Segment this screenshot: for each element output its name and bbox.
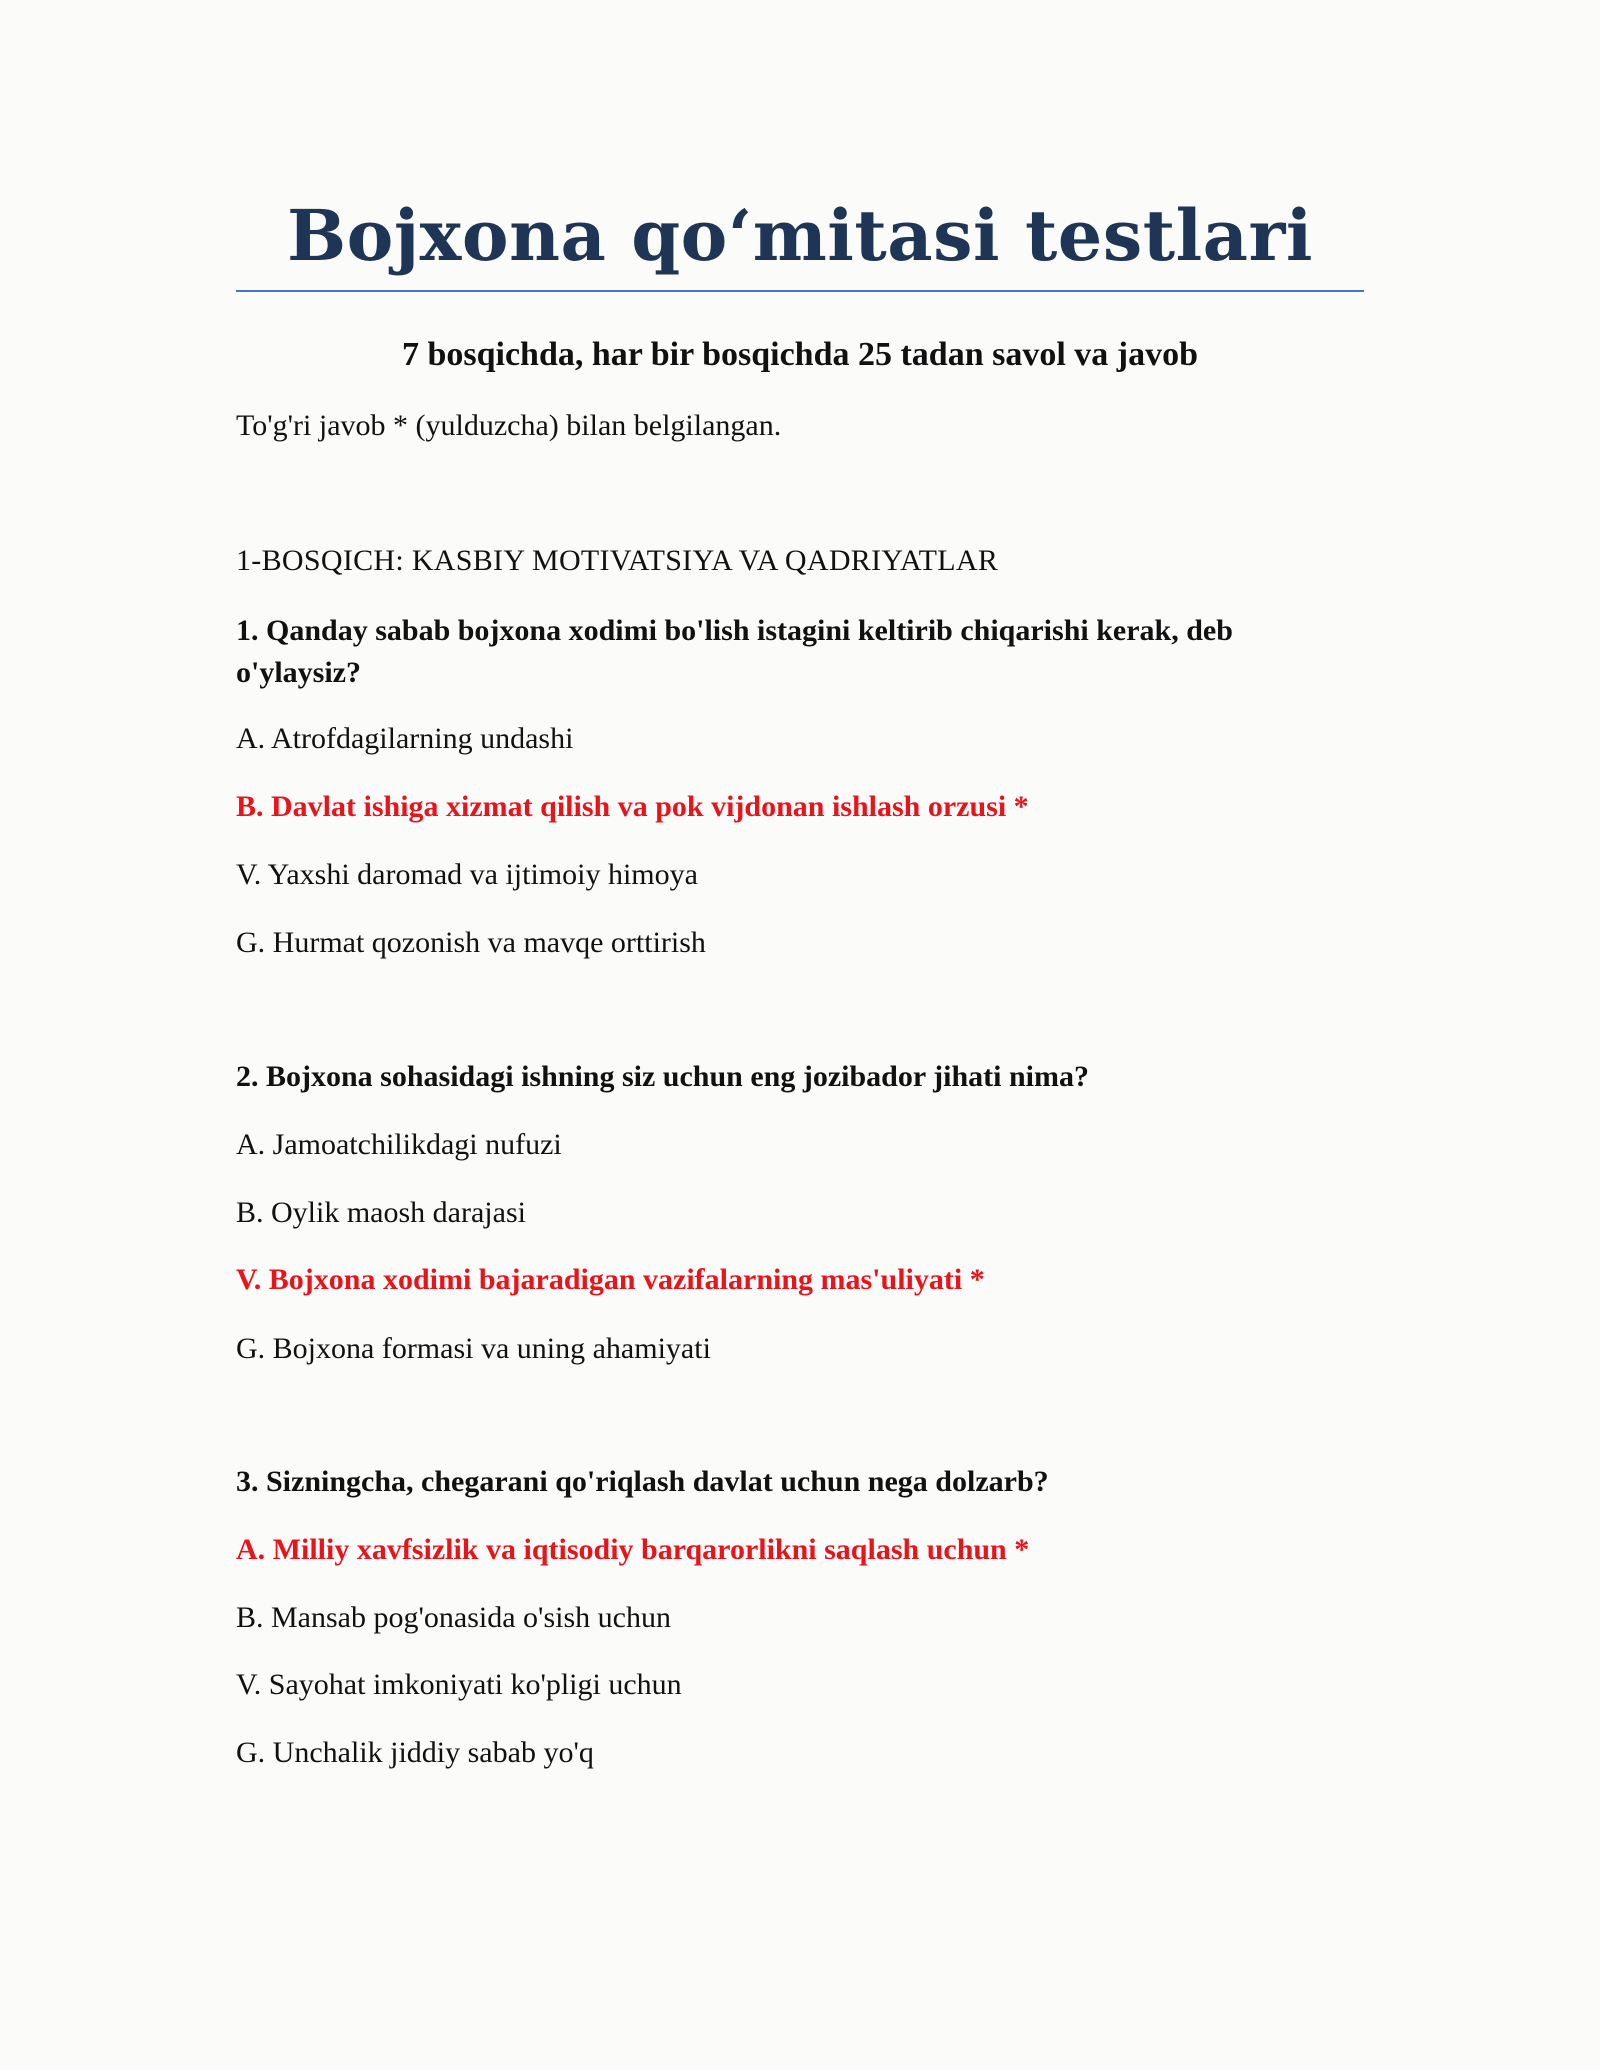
answer-option: V. Sayohat imkoniyati ko'pligi uchun [236, 1668, 682, 1701]
question-text: 3. Sizningcha, chegarani qo'riqlash davlat uchun nega dolzarb? [236, 1465, 1049, 1498]
answer-option: G. Hurmat qozonish va mavqe orttirish [236, 926, 706, 959]
answer-key-note: To'g'ri javob * (yulduzcha) bilan belgilangan. [236, 409, 782, 442]
answer-option-correct: B. Davlat ishiga xizmat qilish va pok vijdonan ishlash orzusi * [236, 790, 1029, 823]
answer-option-correct: V. Bojxona xodimi bajaradigan vazifalarning mas'uliyati * [236, 1263, 985, 1296]
question-text: 2. Bojxona sohasidagi ishning siz uchun eng jozibador jihati nima? [236, 1060, 1089, 1093]
question-text: 1. Qanday sabab bojxona xodimi bo'lish istagini keltirib chiqarishi kerak, deb o'ylaysiz? [236, 614, 1233, 689]
answer-option: V. Yaxshi daromad va ijtimoiy himoya [236, 858, 698, 891]
section-heading: 1-BOSQICH: KASBIY MOTIVATSIYA VA QADRIYATLAR [236, 544, 999, 577]
document-title: Bojxona qo‘mitasi testlari [287, 194, 1313, 277]
answer-option: G. Unchalik jiddiy sabab yo'q [236, 1736, 594, 1769]
answer-option-correct: A. Milliy xavfsizlik va iqtisodiy barqarorlikni saqlash uchun * [236, 1533, 1030, 1566]
answer-option: A. Jamoatchilikdagi nufuzi [236, 1128, 562, 1161]
answer-option: G. Bojxona formasi va uning ahamiyati [236, 1332, 711, 1365]
document-subtitle: 7 bosqichda, har bir bosqichda 25 tadan savol va javob [401, 336, 1199, 373]
title-divider [236, 290, 1364, 292]
answer-option: B. Oylik maosh darajasi [236, 1196, 526, 1229]
answer-option: A. Atrofdagilarning undashi [236, 722, 574, 755]
answer-option: B. Mansab pog'onasida o'sish uchun [236, 1601, 671, 1634]
